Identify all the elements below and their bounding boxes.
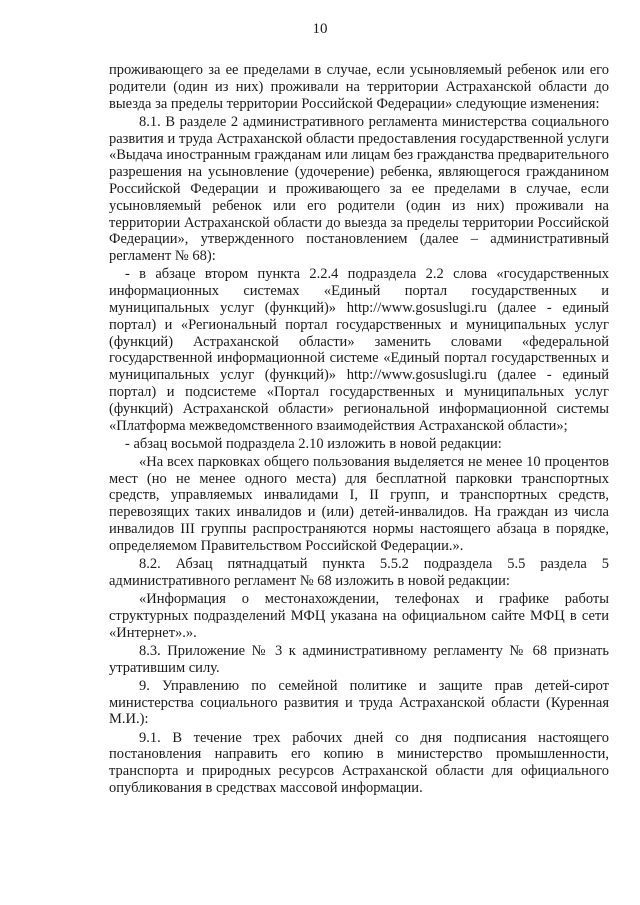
paragraph: 8.2. Абзац пятнадцатый пункта 5.5.2 подраздела 5.5 раздела 5 административного регламент № 68 изложить в новой редакции:	[109, 556, 609, 589]
paragraph: 9.1. В течение трех рабочих дней со дня подписания настоящего постановления направить его копию в министерство промышленности, транспорта и природных ресурсов Астраханской области для официального опубликования в средствах массовой информации.	[109, 729, 609, 796]
paragraph: - в абзаце втором пункта 2.2.4 подраздела 2.2 слова «государственных информационных системах «Единый портал государственных и муниципальных услуг (функций)» http://www.gosuslugi.ru (далее - единый портал) и «Региональный портал государственных и муниципальных услуг (функций) Астраханской области» заменить словами «федеральной государственной информационной системе «Единый портал государственных и муниципальных услуг (функций)» http://www.gosuslugi.ru (далее - единый портал) и подсистеме «Портал государственных и муниципальных услуг (функций) Астраханской области» региональной информационной системы «Платформа межведомственного взаимодействия Астраханской области»;	[109, 266, 609, 434]
document-body	[109, 62, 609, 798]
paragraph: «Информация о местонахождении, телефонах и графике работы структурных подразделений МФЦ указана на официальном сайте МФЦ в сети «Интернет».».	[109, 591, 609, 641]
paragraph: проживающего за ее пределами в случае, если усыновляемый ребенок или его родители (один из них) проживали на территории Астраханской области до выезда за пределы территории Российской Федерации» следующие изменения:	[109, 62, 609, 112]
paragraph: - абзац восьмой подраздела 2.10 изложить в новой редакции:	[125, 435, 502, 452]
page-number: 10	[312, 21, 328, 37]
paragraph: 8.3. Приложение № 3 к административному регламенту № 68 признать утратившим силу.	[109, 642, 609, 676]
paragraph: 8.1. В разделе 2 административного регламента министерства социального развития и труда Астраханской области предоставления государственной услуги «Выдача иностранным гражданам или лицам без гражданства предварительного разрешения на усыновление (удочерение) ребенка, являющегося гражданином Российской Федерации и проживающего за ее пределами в случае, если усыновляемый ребенок или его родители (один из них) проживали на территории Астраханской области до выезда за пределы территории Российской Федерации», утвержденного постановлением (далее – административный регламент № 68):	[109, 113, 609, 265]
paragraph: «На всех парковках общего пользования выделяется не менее 10 процентов мест (но не менее одного места) для бесплатной парковки транспортных средств, управляемых инвалидами I, II групп, и транспортных средств, перевозящих таких инвалидов и (или) детей-инвалидов. На граждан из числа инвалидов III группы распространяются нормы настоящего абзаца в порядке, определяемом Правительством Российской Федерации.».	[109, 453, 609, 554]
paragraph: 9. Управлению по семейной политике и защите прав детей-сирот министерства социального развития и труда Астраханской области (Куренная М.И.):	[109, 677, 609, 728]
